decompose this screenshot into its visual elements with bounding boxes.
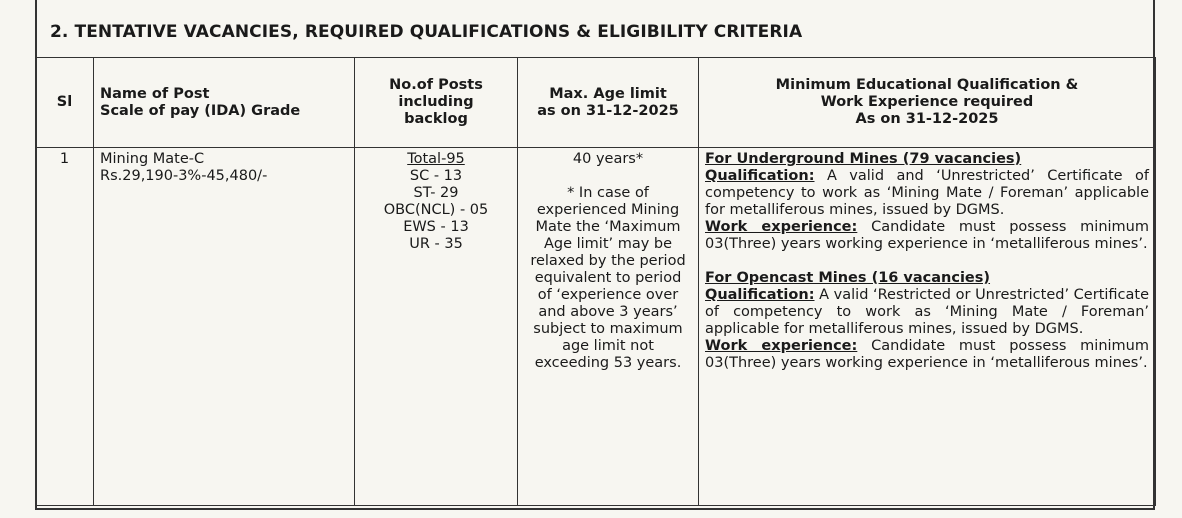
cell-post-name <box>94 148 355 506</box>
post-name: Mining Mate-C <box>100 151 205 167</box>
posts-total: Total-95 <box>407 151 465 167</box>
underground-qualification: Qualification: A valid and ‘Unrestricted’ Certificate of competency to work as ‘Mining Mate / Foreman’ applicable for metalliferous mines, issued by DGMS. <box>705 168 1149 218</box>
opencast-title: For Opencast Mines (16 vacancies) <box>705 270 991 286</box>
opencast-experience: Work experience: Candidate must possess minimum 03(Three) years working experience in ‘metalliferous mines’. <box>705 338 1149 371</box>
vacancy-table <box>35 57 1156 506</box>
header-qualification: Minimum Educational Qualification & Work Experience required As on 31-12-2025 <box>699 58 1156 148</box>
posts-obc: OBC(NCL) - 05 <box>383 202 489 218</box>
header-posts: No.of Posts including backlog <box>355 58 518 148</box>
age-limit: 40 years* <box>572 151 644 167</box>
cell-sl: 1 <box>36 148 94 506</box>
posts-sc: SC - 13 <box>409 168 463 184</box>
header-post-name: Name of Post Scale of pay (IDA) Grade <box>94 58 355 148</box>
cell-age-limit <box>518 148 699 506</box>
opencast-qualification: Qualification: A valid ‘Restricted or Unrestricted’ Certificate of competency to work as ‘Mining Mate / Foreman’ applicable for metalliferous mines, issued by DGMS. <box>705 287 1149 337</box>
header-age-limit: Max. Age limit as on 31-12-2025 <box>518 58 699 148</box>
age-note: * In case of experienced Mining Mate the ‘Maximum Age limit’ may be relaxed by the period equivalent to period of ‘experience over and above 3 years’ subject to maximum age limit not exceeding 53 years. <box>530 185 686 371</box>
underground-title: For Underground Mines (79 vacancies) <box>705 151 1022 167</box>
pay-scale: Rs.29,190-3%-45,480/- <box>100 168 268 184</box>
underground-experience: Work experience: Candidate must possess minimum 03(Three) years working experience in ‘metalliferous mines’. <box>705 219 1149 252</box>
posts-ews: EWS - 13 <box>403 219 469 235</box>
table-header-row <box>36 58 1156 148</box>
table-row <box>36 148 1156 506</box>
posts-ur: UR - 35 <box>409 236 463 252</box>
cell-qualification <box>699 148 1156 506</box>
section-heading: 2. TENTATIVE VACANCIES, REQUIRED QUALIFICATIONS & ELIGIBILITY CRITERIA <box>50 22 803 42</box>
header-sl: Sl <box>36 58 94 148</box>
posts-st: ST- 29 <box>413 185 459 201</box>
cell-posts <box>355 148 518 506</box>
